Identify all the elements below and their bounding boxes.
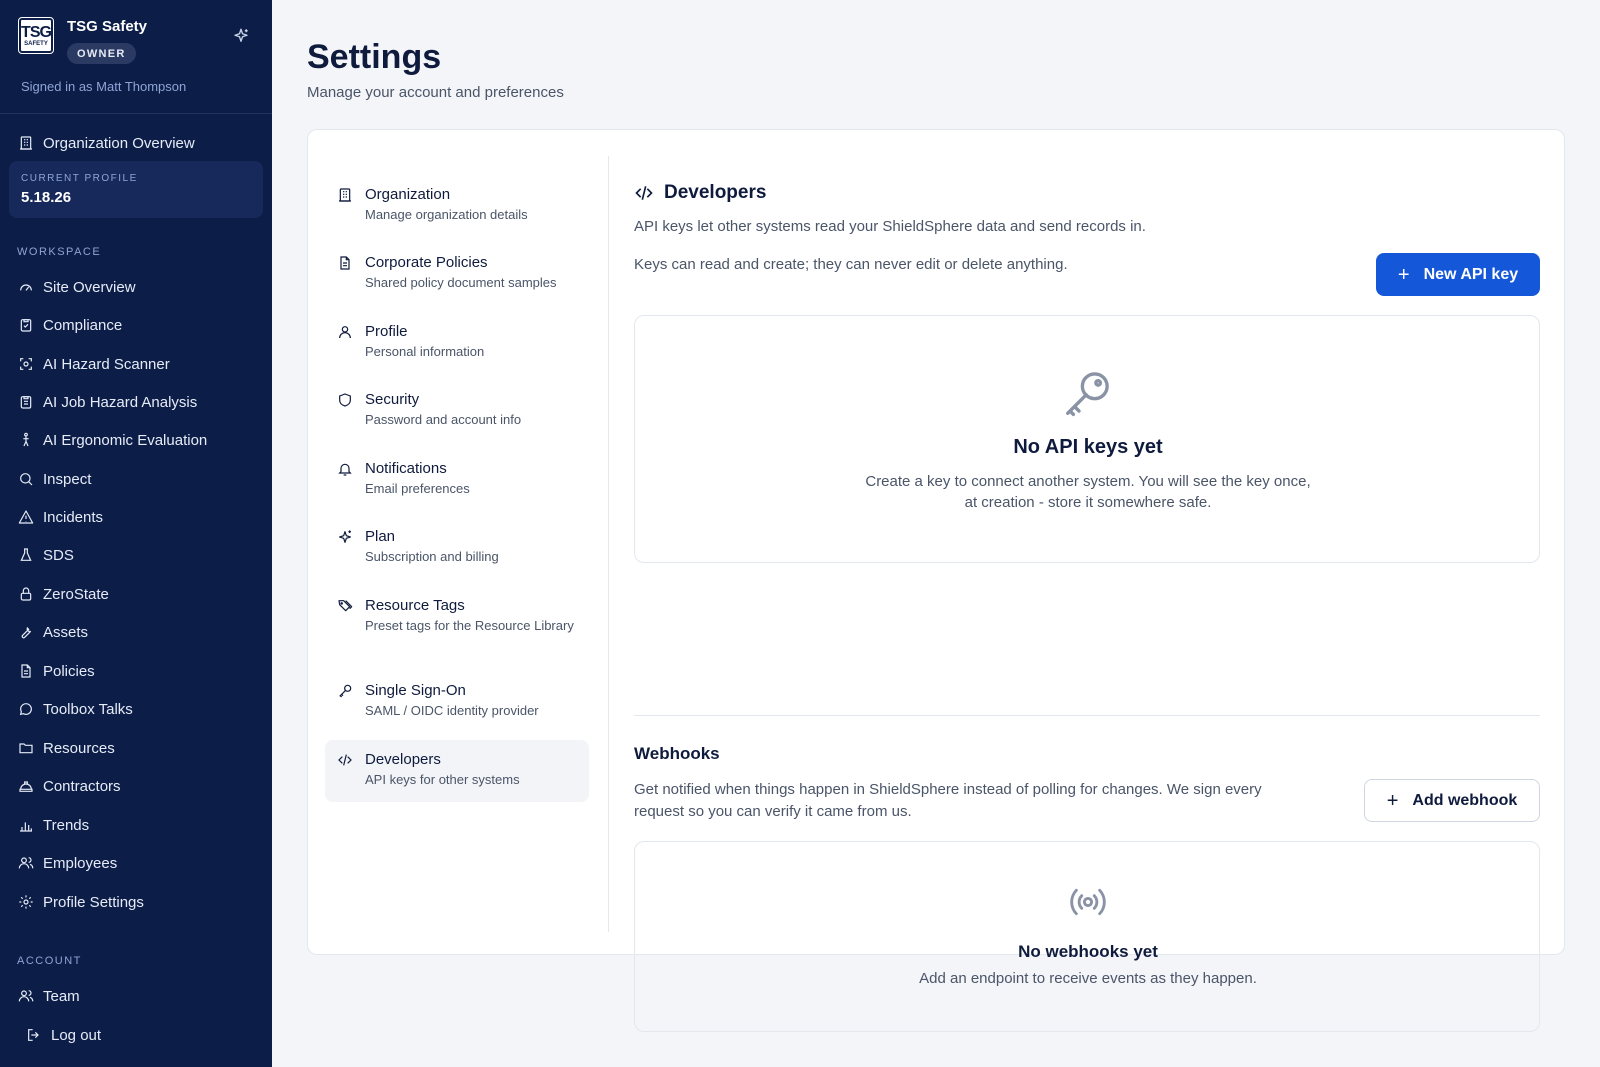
org-name: TSG Safety: [67, 18, 148, 35]
sidebar-item-inspect[interactable]: [17, 464, 91, 494]
sidebar: [0, 0, 272, 1067]
sidebar-item-label: Organization Overview: [43, 134, 195, 152]
developers-title: Developers: [664, 182, 767, 203]
workspace-section-label: WORKSPACE: [17, 246, 102, 258]
page-subtitle: Manage your account and preferences: [307, 84, 564, 101]
settings-nav-title: Resource Tags: [365, 597, 465, 614]
sparkle-icon: [232, 27, 250, 45]
webhooks-empty-state: [634, 841, 1540, 1032]
sidebar-item-compliance[interactable]: [17, 310, 122, 340]
webhooks-empty-text: Add an endpoint to receive events as they happen.: [919, 970, 1257, 987]
sidebar-item-employees[interactable]: [17, 848, 117, 878]
sidebar-item-label: Policies: [43, 662, 95, 680]
sidebar-item-label: AI Job Hazard Analysis: [43, 393, 198, 411]
clipboard-check-icon: [17, 316, 35, 334]
sidebar-item-ai-job-hazard-analysis[interactable]: [17, 387, 197, 417]
sidebar-item-incidents[interactable]: [17, 502, 103, 532]
sidebar-item-label: Log out: [51, 1026, 102, 1044]
org-logo: [19, 18, 53, 53]
sidebar-item-toolbox-talks[interactable]: [17, 694, 133, 724]
sidebar-item-assets[interactable]: [17, 617, 88, 647]
account-section-label: ACCOUNT: [17, 955, 82, 967]
sidebar-item-label: Incidents: [43, 508, 104, 526]
api-keys-empty-text-line2: at creation - store it somewhere safe.: [964, 494, 1212, 511]
settings-nav-title: Corporate Policies: [365, 254, 488, 271]
code-icon: [337, 752, 355, 770]
sidebar-item-label: AI Ergonomic Evaluation: [43, 431, 208, 449]
settings-nav-desc: Subscription and billing: [365, 549, 499, 564]
bell-icon: [337, 461, 355, 479]
webhooks-title: Webhooks: [634, 744, 720, 763]
building-icon: [17, 134, 35, 152]
sidebar-item-label: Compliance: [43, 316, 123, 334]
webhooks-empty-title: No webhooks yet: [1018, 942, 1158, 961]
settings-nav-desc: Email preferences: [365, 481, 470, 496]
sidebar-item-label: Profile Settings: [43, 893, 144, 911]
settings-nav-developers[interactable]: [325, 740, 589, 802]
clipboard-list-icon: [17, 393, 35, 411]
bar-chart-icon: [17, 816, 35, 834]
sidebar-item-label: Contractors: [43, 777, 121, 795]
tags-icon: [337, 598, 355, 616]
sidebar-item-site-overview[interactable]: [17, 272, 136, 302]
sidebar-item-label: Team: [43, 987, 80, 1005]
key-icon: [635, 366, 1541, 420]
sidebar-item-label: SDS: [43, 546, 74, 564]
add-webhook-button[interactable]: [1364, 779, 1540, 822]
new-api-key-label: New API key: [1423, 265, 1519, 283]
users-icon: [17, 854, 35, 872]
sidebar-item-label: ZeroState: [43, 585, 109, 603]
sidebar-item-label: Employees: [43, 854, 118, 872]
logo-text: TSG: [21, 23, 51, 41]
gauge-icon: [17, 278, 35, 296]
lock-icon: [17, 585, 35, 603]
settings-nav-desc: Manage organization details: [365, 207, 528, 222]
settings-nav-title: Developers: [365, 751, 441, 768]
settings-card: [307, 129, 1565, 987]
settings-nav-notifications[interactable]: [325, 449, 589, 511]
sidebar-item-label: AI Hazard Scanner: [43, 355, 170, 373]
sidebar-item-label: Trends: [43, 816, 90, 834]
role-badge: OWNER: [67, 43, 136, 64]
settings-nav-desc: SAML / OIDC identity provider: [365, 703, 539, 718]
settings-divider: [608, 156, 609, 932]
sidebar-item-trends[interactable]: [17, 810, 89, 840]
sidebar-item-label: Assets: [43, 623, 89, 641]
logout-icon: [25, 1026, 43, 1044]
sidebar-item-team[interactable]: [17, 981, 80, 1011]
sidebar-item-ai-ergonomic-evaluation[interactable]: [17, 425, 207, 455]
sidebar-item-label: Resources: [43, 739, 115, 757]
sidebar-item-label: Toolbox Talks: [43, 700, 133, 718]
building-icon: [337, 187, 355, 205]
settings-nav-resource-tags[interactable]: [325, 586, 589, 664]
sidebar-item-policies[interactable]: [17, 656, 95, 686]
api-keys-empty-state: [634, 315, 1540, 563]
users-icon: [17, 987, 35, 1005]
sidebar-item-zerostate[interactable]: [17, 579, 109, 609]
hard-hat-icon: [17, 777, 35, 795]
user-icon: [337, 324, 355, 342]
webhooks-description: Get notified when things happen in ShieldSphere instead of polling for changes. We sign every request so you can verify it came from us.: [634, 781, 1262, 820]
settings-nav-title: Notifications: [365, 460, 447, 477]
wrench-icon: [17, 623, 35, 641]
main-content: [272, 0, 1600, 1067]
settings-nav-title: Security: [365, 391, 420, 408]
sidebar-item-ai-hazard-scanner[interactable]: [17, 349, 170, 379]
scan-icon: [17, 355, 35, 373]
settings-nav-title: Plan: [365, 528, 396, 545]
developers-header: [634, 182, 766, 204]
page-title: Settings: [307, 38, 442, 76]
settings-nav-desc: API keys for other systems: [365, 772, 520, 787]
settings-nav-organization[interactable]: [325, 175, 589, 237]
plus-icon: +: [1397, 263, 1410, 286]
flask-icon: [17, 546, 35, 564]
current-profile-label: CURRENT PROFILE: [21, 173, 138, 184]
key-icon: [337, 683, 355, 701]
settings-nav-corporate-policies[interactable]: [325, 243, 589, 305]
sidebar-item-sds[interactable]: [17, 540, 74, 570]
settings-nav-security[interactable]: [325, 380, 589, 442]
settings-nav-desc: Shared policy document samples: [365, 275, 557, 290]
current-profile[interactable]: [9, 161, 263, 218]
developers-section: [634, 130, 1540, 987]
sidebar-item-profile-settings[interactable]: [17, 887, 144, 917]
new-api-key-button[interactable]: [1376, 253, 1540, 296]
api-keys-empty-title: No API keys yet: [1013, 436, 1163, 458]
settings-nav-title: Profile: [365, 323, 408, 340]
sparkle-icon: [337, 529, 355, 547]
gear-icon: [17, 893, 35, 911]
sidebar-item-label: Site Overview: [43, 278, 136, 296]
settings-nav-desc: Password and account info: [365, 412, 522, 427]
signed-in-text: Signed in as Matt Thompson: [21, 79, 187, 94]
document-icon: [17, 662, 35, 680]
sidebar-item-organization-overview[interactable]: [17, 128, 195, 158]
developers-permissions-note: Keys can read and create; they can never edit or delete anything.: [634, 256, 1068, 273]
sidebar-divider: [0, 113, 272, 114]
warning-icon: [17, 508, 35, 526]
settings-nav-plan[interactable]: [325, 517, 589, 579]
sidebar-item-label: Inspect: [43, 470, 92, 488]
settings-nav-profile[interactable]: [325, 312, 589, 374]
add-webhook-label: Add webhook: [1412, 791, 1518, 809]
api-keys-empty-text-line1: Create a key to connect another system. You will see the key once,: [865, 473, 1311, 490]
broadcast-icon: [635, 884, 1541, 920]
person-icon: [17, 431, 35, 449]
logo-subtext: SAFETY: [24, 40, 48, 47]
settings-nav-desc: Preset tags for the Resource Library: [365, 618, 574, 633]
chat-icon: [17, 700, 35, 718]
document-icon: [337, 255, 355, 273]
search-icon: [17, 470, 35, 488]
sparkle-button[interactable]: [229, 24, 253, 48]
sidebar-item-contractors[interactable]: [17, 771, 121, 801]
sidebar-item-log-out[interactable]: [25, 1020, 101, 1050]
folder-icon: [17, 739, 35, 757]
settings-nav-desc: Personal information: [365, 344, 485, 359]
code-icon: [634, 183, 654, 203]
settings-nav-title: Organization: [365, 186, 451, 203]
developers-description: API keys let other systems read your ShieldSphere data and send records in.: [634, 218, 1146, 235]
settings-nav-single-sign-on[interactable]: [325, 671, 589, 733]
current-profile-value: 5.18.26: [21, 189, 72, 206]
shield-icon: [337, 392, 355, 410]
section-separator: [634, 715, 1540, 716]
plus-icon: +: [1386, 789, 1399, 812]
sidebar-item-resources[interactable]: [17, 733, 115, 763]
settings-nav-title: Single Sign-On: [365, 682, 466, 699]
